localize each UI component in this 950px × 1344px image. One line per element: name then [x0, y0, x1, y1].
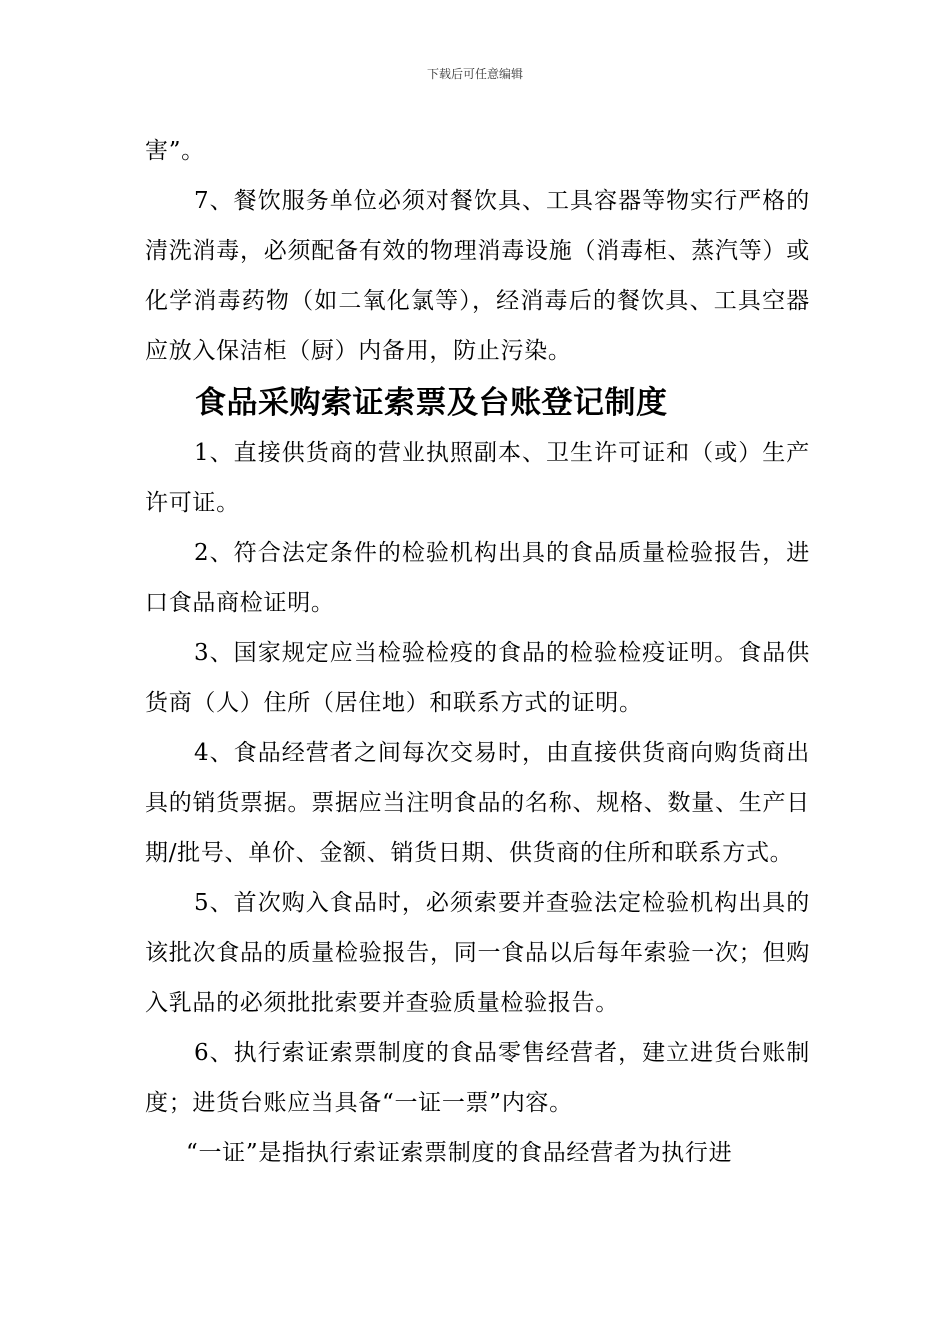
list-item-1: 1、直接供货商的营业执照副本、卫生许可证和（或）生产许可证。 [145, 440, 810, 516]
list-item-3: 3、国家规定应当检验检疫的食品的检验检疫证明。食品供货商（人）住所（居住地）和联系方式的证明。 [145, 640, 810, 716]
list-item-6: 6、执行索证索票制度的食品零售经营者，建立进货台账制度；进货台账应当具备“一证一票”内容。 [145, 1040, 810, 1116]
list-item-4: 4、食品经营者之间每次交易时，由直接供货商向购货商出具的销货票据。票据应当注明食品的名称、规格、数量、生产日期/批号、单价、金额、销货日期、供货商的住所和联系方式。 [145, 740, 810, 866]
list-item-2: 2、符合法定条件的检验机构出具的食品质量检验报告，进口食品商检证明。 [145, 540, 810, 616]
document-body [145, 126, 810, 1178]
list-item-5: 5、首次购入食品时，必须索要并查验法定检验机构出具的该批次食品的质量检验报告，同一食品以后每年索验一次；但购入乳品的必须批批索要并查验质量检验报告。 [145, 890, 810, 1016]
paragraph-definition: “一证”是指执行索证索票制度的食品经营者为执行进 [186, 1140, 733, 1166]
page-header-note: 下载后可任意编辑 [426, 67, 523, 81]
paragraph-continuation: 害”。 [145, 138, 205, 164]
paragraph-item-7: 7、餐饮服务单位必须对餐饮具、工具容器等物实行严格的清洗消毒，必须配备有效的物理消毒设施（消毒柜、蒸汽等）或化学消毒药物（如二氧化氯等），经消毒后的餐饮具、工具空器应放入保洁柜（厨）内备用，防止污染。 [145, 188, 810, 364]
section-title: 食品采购索证索票及台账登记制度 [195, 385, 668, 421]
